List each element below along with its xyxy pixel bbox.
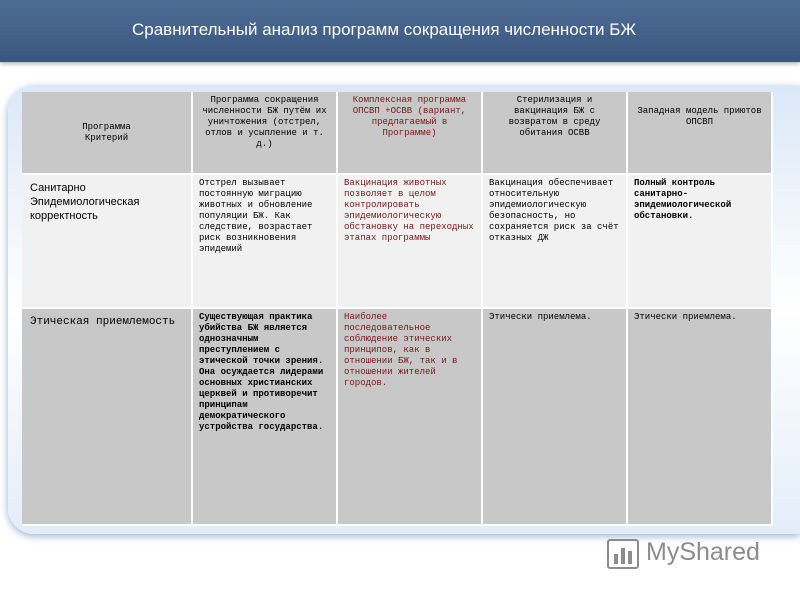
header-col1: Программа сокращения численности БЖ путём их уничтожения (отстрел, отлов и усыпление и т. д.) — [192, 92, 337, 174]
row1-col1: Отстрел вызывает постоянную миграцию животных и обновление популяции БЖ. Как следствие, возрастает риск возникновения эпидемий — [192, 174, 337, 308]
row1-col3: Вакцинация обеспечивает относительную эпидемиологическую безопасность, но сохраняется риск за счёт отказных ДЖ — [482, 174, 627, 308]
watermark-text: MyShared — [646, 538, 760, 566]
header-col3: Стерилизация и вакцинация БЖ с возвратом в среду обитания ОСВВ — [482, 92, 627, 174]
row2-col2: Наиболее последовательное соблюдение этических принципов, как в отношении БЖ, так и в отношении жителей городов. — [337, 308, 482, 525]
header-criterion-line1: Программа — [82, 121, 131, 132]
comparison-table — [22, 92, 773, 526]
row2-col4: Этически приемлема. — [627, 308, 772, 525]
row1-col2: Вакцинация животных позволяет в целом контролировать эпидемиологическую обстановку на переходных этапах программы — [337, 174, 482, 308]
myshared-watermark — [606, 536, 776, 572]
row2-col3: Этически приемлема. — [482, 308, 627, 525]
header-criterion-line2: Критерий — [84, 132, 129, 143]
table-row — [22, 174, 772, 308]
row1-col4: Полный контроль санитарно-эпидемиологической обстановки. — [627, 174, 772, 308]
row1-criterion: Санитарно Эпидемиологическая корректность — [22, 174, 192, 308]
header-criterion — [22, 92, 192, 174]
header-col2: Комплексная программа ОПСВП +ОСВВ (вариант, предлагаемый в Программе) — [337, 92, 482, 174]
header-col4: Западная модель приютов ОПСВП — [627, 92, 772, 174]
slide-header — [0, 0, 800, 62]
slide-title: Сравнительный анализ программ сокращения численности БЖ — [132, 20, 637, 39]
chart-bars-icon — [606, 538, 640, 570]
table-header-row — [22, 92, 772, 174]
row2-col1: Существующая практика убийства БЖ является однозначным преступлением с этической точки зрения. Она осуждается лидерами основных христианских церквей и противоречит принципам демократического устройства государства. — [192, 308, 337, 525]
row2-criterion: Этическая приемлемость — [22, 308, 192, 525]
table-row — [22, 308, 772, 525]
